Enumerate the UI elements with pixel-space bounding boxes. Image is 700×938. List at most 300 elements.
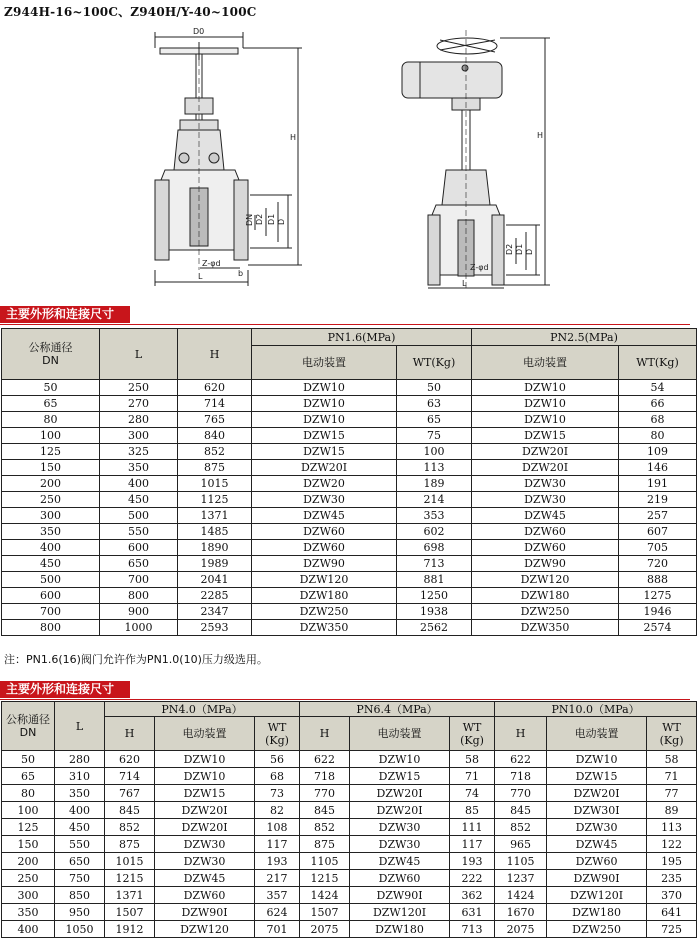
table-row (2, 751, 697, 768)
table-cell: DZW45 (252, 508, 397, 524)
table-cell: 1912 (105, 921, 155, 938)
table-cell: 881 (397, 572, 472, 588)
table-cell: 109 (619, 444, 697, 460)
table-row (2, 604, 697, 620)
table-cell: 705 (619, 540, 697, 556)
header2-wt-a (255, 717, 300, 751)
table-cell: DZW350 (252, 620, 397, 636)
table-cell: 80 (2, 785, 55, 802)
table-cell: 191 (619, 476, 697, 492)
label-zd-left: Z-φd (202, 259, 221, 268)
table-cell: DZW10 (472, 380, 619, 396)
table-cell: 1507 (105, 904, 155, 921)
table-cell: DZW250 (252, 604, 397, 620)
table-cell: 620 (105, 751, 155, 768)
table-cell: DZW20I (155, 819, 255, 836)
manual-gate-valve-drawing (155, 32, 302, 286)
table-cell: DZW15 (155, 785, 255, 802)
table-cell: DZW350 (472, 620, 619, 636)
valve-drawings (0, 20, 700, 292)
table2-body (2, 751, 697, 938)
table-row (2, 380, 697, 396)
table-cell: 350 (55, 785, 105, 802)
header-pn100: PN10.0（MPa） (495, 702, 697, 717)
table-cell: DZW30 (155, 853, 255, 870)
table-cell: DZW20I (472, 460, 619, 476)
table-cell: 80 (2, 412, 100, 428)
table-cell: 250 (100, 380, 178, 396)
label-h-left: H (290, 133, 297, 142)
table-cell: 622 (495, 751, 547, 768)
table-cell: DZW60 (155, 887, 255, 904)
table-row (2, 853, 697, 870)
label-l-right: L (462, 279, 467, 288)
table-cell: 250 (2, 492, 100, 508)
table-cell: DZW10 (547, 751, 647, 768)
table-cell: 2574 (619, 620, 697, 636)
header2-wt-b-text: WT (Kg) (460, 720, 484, 747)
table-cell: 65 (2, 396, 100, 412)
table-cell: 950 (55, 904, 105, 921)
header-device-a: 电动装置 (252, 346, 397, 380)
table-cell: 850 (55, 887, 105, 904)
table-cell: 89 (647, 802, 697, 819)
table-cell: 720 (619, 556, 697, 572)
table-cell: 714 (178, 396, 252, 412)
table-cell: 222 (450, 870, 495, 887)
table-cell: 353 (397, 508, 472, 524)
table-cell: DZW45 (350, 853, 450, 870)
table-cell: 50 (2, 751, 55, 768)
table-row (2, 460, 697, 476)
table-cell: 71 (450, 768, 495, 785)
table-cell: 1237 (495, 870, 547, 887)
table-cell: 624 (255, 904, 300, 921)
table-cell: DZW90I (155, 904, 255, 921)
table-cell: 80 (619, 428, 697, 444)
table-cell: 875 (178, 460, 252, 476)
table-cell: 700 (100, 572, 178, 588)
header-wt-a: WT(Kg) (397, 346, 472, 380)
table-cell: 550 (55, 836, 105, 853)
table-cell: 2593 (178, 620, 252, 636)
table-cell: DZW30 (472, 492, 619, 508)
table-cell: DZW120I (350, 904, 450, 921)
table-cell: DZW15 (547, 768, 647, 785)
table-cell: 1946 (619, 604, 697, 620)
table-cell: DZW90 (472, 556, 619, 572)
table-cell: 310 (55, 768, 105, 785)
table-cell: 50 (397, 380, 472, 396)
header2-dn (2, 702, 55, 751)
table-cell: 852 (495, 819, 547, 836)
table-cell: DZW10 (155, 768, 255, 785)
table-cell: 74 (450, 785, 495, 802)
table-cell: 607 (619, 524, 697, 540)
table-cell: 85 (450, 802, 495, 819)
table-cell: 718 (495, 768, 547, 785)
header-dn (2, 329, 100, 380)
table-cell: DZW90I (350, 887, 450, 904)
table-cell: DZW10 (472, 412, 619, 428)
table-cell: 450 (100, 492, 178, 508)
table-cell: 1250 (397, 588, 472, 604)
header-pn16: PN1.6(MPa) (252, 329, 472, 346)
table-cell: DZW30 (547, 819, 647, 836)
table-cell: 362 (450, 887, 495, 904)
table-cell: 214 (397, 492, 472, 508)
table-cell: DZW20 (252, 476, 397, 492)
table-cell: 200 (2, 476, 100, 492)
table-cell: DZW10 (472, 396, 619, 412)
table-cell: 65 (397, 412, 472, 428)
table-cell: 357 (255, 887, 300, 904)
table-cell: 1015 (178, 476, 252, 492)
table-cell: 325 (100, 444, 178, 460)
table-row (2, 921, 697, 938)
table-cell: DZW10 (155, 751, 255, 768)
table-cell: 189 (397, 476, 472, 492)
table-row (2, 819, 697, 836)
table-cell: DZW30 (350, 836, 450, 853)
table-cell: DZW180 (547, 904, 647, 921)
table-cell: DZW180 (472, 588, 619, 604)
table-cell: 852 (178, 444, 252, 460)
header-l: L (100, 329, 178, 380)
table-cell: 1050 (55, 921, 105, 938)
table-cell: 1371 (178, 508, 252, 524)
table-cell: DZW60 (547, 853, 647, 870)
table-cell: 622 (300, 751, 350, 768)
table-cell: 77 (647, 785, 697, 802)
table-cell: 713 (397, 556, 472, 572)
table-cell: 840 (178, 428, 252, 444)
table-row (2, 588, 697, 604)
table-row (2, 836, 697, 853)
table-cell: DZW20I (252, 460, 397, 476)
table-cell: DZW15 (252, 428, 397, 444)
table-cell: 193 (450, 853, 495, 870)
header-pn40: PN4.0（MPa） (105, 702, 300, 717)
table-cell: 770 (495, 785, 547, 802)
table-cell: 1015 (105, 853, 155, 870)
table-cell: 280 (55, 751, 105, 768)
table-cell: 113 (397, 460, 472, 476)
header2-device-b: 电动装置 (350, 717, 450, 751)
table-cell: DZW120 (252, 572, 397, 588)
table-row (2, 870, 697, 887)
table-cell: 765 (178, 412, 252, 428)
table-cell: 350 (100, 460, 178, 476)
table-cell: 257 (619, 508, 697, 524)
label-d-right: D (525, 248, 534, 255)
table-cell: 400 (2, 921, 55, 938)
header2-wt-c-text: WT (Kg) (659, 720, 684, 747)
table-cell: 550 (100, 524, 178, 540)
table-cell: 100 (2, 802, 55, 819)
table-cell: 725 (647, 921, 697, 938)
table-cell: DZW180 (252, 588, 397, 604)
table-cell: 250 (2, 870, 55, 887)
table-cell: 125 (2, 444, 100, 460)
table-cell: 1507 (300, 904, 350, 921)
table-cell: 767 (105, 785, 155, 802)
table-cell: 66 (619, 396, 697, 412)
table-cell: 1989 (178, 556, 252, 572)
section2-header: 主要外形和连接尺寸 (0, 681, 130, 698)
table-cell: DZW15 (472, 428, 619, 444)
header2-wt-a-text: WT (Kg) (265, 720, 289, 747)
table-cell: DZW30 (350, 819, 450, 836)
table-cell: DZW45 (547, 836, 647, 853)
table-cell: DZW30I (547, 802, 647, 819)
table-cell: 54 (619, 380, 697, 396)
table-row (2, 768, 697, 785)
table-cell: 58 (647, 751, 697, 768)
table-cell: 800 (2, 620, 100, 636)
header-dn-text: 公称通径 DN (28, 341, 73, 367)
table-cell: 631 (450, 904, 495, 921)
table-row (2, 620, 697, 636)
table-cell: 1890 (178, 540, 252, 556)
table-cell: 450 (2, 556, 100, 572)
table1-body (2, 380, 697, 636)
table-cell: 713 (450, 921, 495, 938)
table-cell: 965 (495, 836, 547, 853)
pn16-25-dimensions-table (1, 328, 697, 636)
table-cell: 400 (100, 476, 178, 492)
table-cell: 82 (255, 802, 300, 819)
table-cell: 500 (2, 572, 100, 588)
table-cell: 2075 (300, 921, 350, 938)
table-cell: 63 (397, 396, 472, 412)
table-row (2, 572, 697, 588)
table-cell: DZW60 (350, 870, 450, 887)
table-cell: 1424 (495, 887, 547, 904)
table-cell: 2562 (397, 620, 472, 636)
table-cell: 100 (397, 444, 472, 460)
table-cell: DZW20I (547, 785, 647, 802)
label-d2-left: D2 (255, 213, 264, 225)
table-cell: 852 (300, 819, 350, 836)
table-cell: 2041 (178, 572, 252, 588)
table-row (2, 508, 697, 524)
table-row (2, 476, 697, 492)
table-cell: 600 (2, 588, 100, 604)
footnote: 注：PN1.6(16)阀门允许作为PN1.0(10)压力级选用。 (4, 653, 268, 666)
table-cell: DZW120 (155, 921, 255, 938)
table-cell: 58 (450, 751, 495, 768)
page-title: Z944H-16~100C、Z940H/Y-40~100C (4, 5, 257, 19)
table-row (2, 904, 697, 921)
header-device-b: 电动装置 (472, 346, 619, 380)
table-cell: 146 (619, 460, 697, 476)
table-cell: 350 (2, 904, 55, 921)
table-cell: DZW10 (252, 380, 397, 396)
table-cell: 71 (647, 768, 697, 785)
table-cell: DZW120I (547, 887, 647, 904)
table-cell: 1670 (495, 904, 547, 921)
table-cell: 875 (105, 836, 155, 853)
table-cell: 700 (2, 604, 100, 620)
table-cell: 280 (100, 412, 178, 428)
table-cell: 193 (255, 853, 300, 870)
table-cell: 845 (300, 802, 350, 819)
header-pn64: PN6.4（MPa） (300, 702, 495, 717)
table-cell: 73 (255, 785, 300, 802)
table-cell: 100 (2, 428, 100, 444)
table-cell: 750 (55, 870, 105, 887)
header2-wt-c (647, 717, 697, 751)
table-row (2, 556, 697, 572)
table-cell: 650 (55, 853, 105, 870)
table-cell: DZW250 (472, 604, 619, 620)
table-cell: 300 (2, 508, 100, 524)
table-cell: DZW20I (472, 444, 619, 460)
table-cell: 68 (619, 412, 697, 428)
table-cell: DZW120 (472, 572, 619, 588)
table-cell: DZW20I (155, 802, 255, 819)
table-cell: DZW90I (547, 870, 647, 887)
table-cell: DZW15 (252, 444, 397, 460)
table-cell: 150 (2, 836, 55, 853)
table-cell: DZW15 (350, 768, 450, 785)
table-cell: 400 (55, 802, 105, 819)
table-cell: 800 (100, 588, 178, 604)
table-cell: DZW10 (350, 751, 450, 768)
table-cell: 50 (2, 380, 100, 396)
table-cell: 300 (2, 887, 55, 904)
header2-device-c: 电动装置 (547, 717, 647, 751)
header2-dn-text: 公称通径 DN (6, 713, 50, 739)
table-cell: 75 (397, 428, 472, 444)
table-cell: 641 (647, 904, 697, 921)
pn40-64-100-dimensions-table (1, 701, 697, 938)
table-cell: DZW30 (472, 476, 619, 492)
table-cell: 1424 (300, 887, 350, 904)
table-cell: 219 (619, 492, 697, 508)
table-cell: 600 (100, 540, 178, 556)
table-cell: 852 (105, 819, 155, 836)
table-cell: 845 (495, 802, 547, 819)
table-cell: 150 (2, 460, 100, 476)
table-cell: DZW20I (350, 802, 450, 819)
table-cell: 1215 (300, 870, 350, 887)
label-b-left: b (238, 269, 244, 278)
label-d-left: D (277, 218, 286, 225)
header2-l: L (55, 702, 105, 751)
table-cell: 1105 (495, 853, 547, 870)
header-h: H (178, 329, 252, 380)
table-cell: 300 (100, 428, 178, 444)
header2-h-c: H (495, 717, 547, 751)
table-cell: 1215 (105, 870, 155, 887)
label-l-left: L (198, 272, 203, 281)
table-row (2, 492, 697, 508)
table-row (2, 785, 697, 802)
table-cell: 200 (2, 853, 55, 870)
header2-h-a: H (105, 717, 155, 751)
table-cell: DZW20I (350, 785, 450, 802)
table-row (2, 396, 697, 412)
table-cell: 1105 (300, 853, 350, 870)
table-cell: 400 (2, 540, 100, 556)
table-cell: 108 (255, 819, 300, 836)
table-row (2, 524, 697, 540)
table-cell: 125 (2, 819, 55, 836)
table-cell: 714 (105, 768, 155, 785)
table-cell: 68 (255, 768, 300, 785)
table-cell: DZW60 (252, 540, 397, 556)
table-cell: 2285 (178, 588, 252, 604)
table-cell: 1485 (178, 524, 252, 540)
table-cell: 235 (647, 870, 697, 887)
table-row (2, 428, 697, 444)
table-cell: 1938 (397, 604, 472, 620)
table-cell: DZW10 (252, 396, 397, 412)
table-cell: 698 (397, 540, 472, 556)
table-cell: 450 (55, 819, 105, 836)
header2-wt-b (450, 717, 495, 751)
table-cell: 270 (100, 396, 178, 412)
table-cell: DZW60 (472, 540, 619, 556)
table-cell: 1371 (105, 887, 155, 904)
table-cell: 217 (255, 870, 300, 887)
table-cell: 650 (100, 556, 178, 572)
table-row (2, 540, 697, 556)
label-d2-right: D2 (505, 243, 514, 255)
table-cell: 875 (300, 836, 350, 853)
table-cell: 602 (397, 524, 472, 540)
table-cell: 117 (450, 836, 495, 853)
label-dn-left: DN (245, 213, 254, 226)
table-cell: 900 (100, 604, 178, 620)
label-d0: D0 (193, 27, 205, 36)
label-d1-right: D1 (515, 243, 524, 255)
table-cell: 2347 (178, 604, 252, 620)
table-cell: 620 (178, 380, 252, 396)
table-cell: DZW10 (252, 412, 397, 428)
table-cell: 718 (300, 768, 350, 785)
table-cell: DZW60 (252, 524, 397, 540)
table-cell: 500 (100, 508, 178, 524)
table-cell: 845 (105, 802, 155, 819)
table-cell: DZW45 (155, 870, 255, 887)
table-cell: 195 (647, 853, 697, 870)
table-cell: DZW250 (547, 921, 647, 938)
table-cell: DZW90 (252, 556, 397, 572)
label-zd-right: Z-φd (470, 263, 489, 272)
header2-device-a: 电动装置 (155, 717, 255, 751)
table-cell: DZW45 (472, 508, 619, 524)
table-cell: 1275 (619, 588, 697, 604)
table-row (2, 887, 697, 904)
table-cell: 117 (255, 836, 300, 853)
table-cell: 113 (647, 819, 697, 836)
table-cell: 1000 (100, 620, 178, 636)
table-cell: DZW30 (155, 836, 255, 853)
table-cell: 111 (450, 819, 495, 836)
table-cell: 2075 (495, 921, 547, 938)
table-row (2, 412, 697, 428)
table-cell: 350 (2, 524, 100, 540)
section1-header: 主要外形和连接尺寸 (0, 306, 130, 323)
header-pn25: PN2.5(MPa) (472, 329, 697, 346)
table-cell: DZW60 (472, 524, 619, 540)
table-cell: DZW180 (350, 921, 450, 938)
table-cell: 65 (2, 768, 55, 785)
label-h-right: H (537, 131, 544, 140)
